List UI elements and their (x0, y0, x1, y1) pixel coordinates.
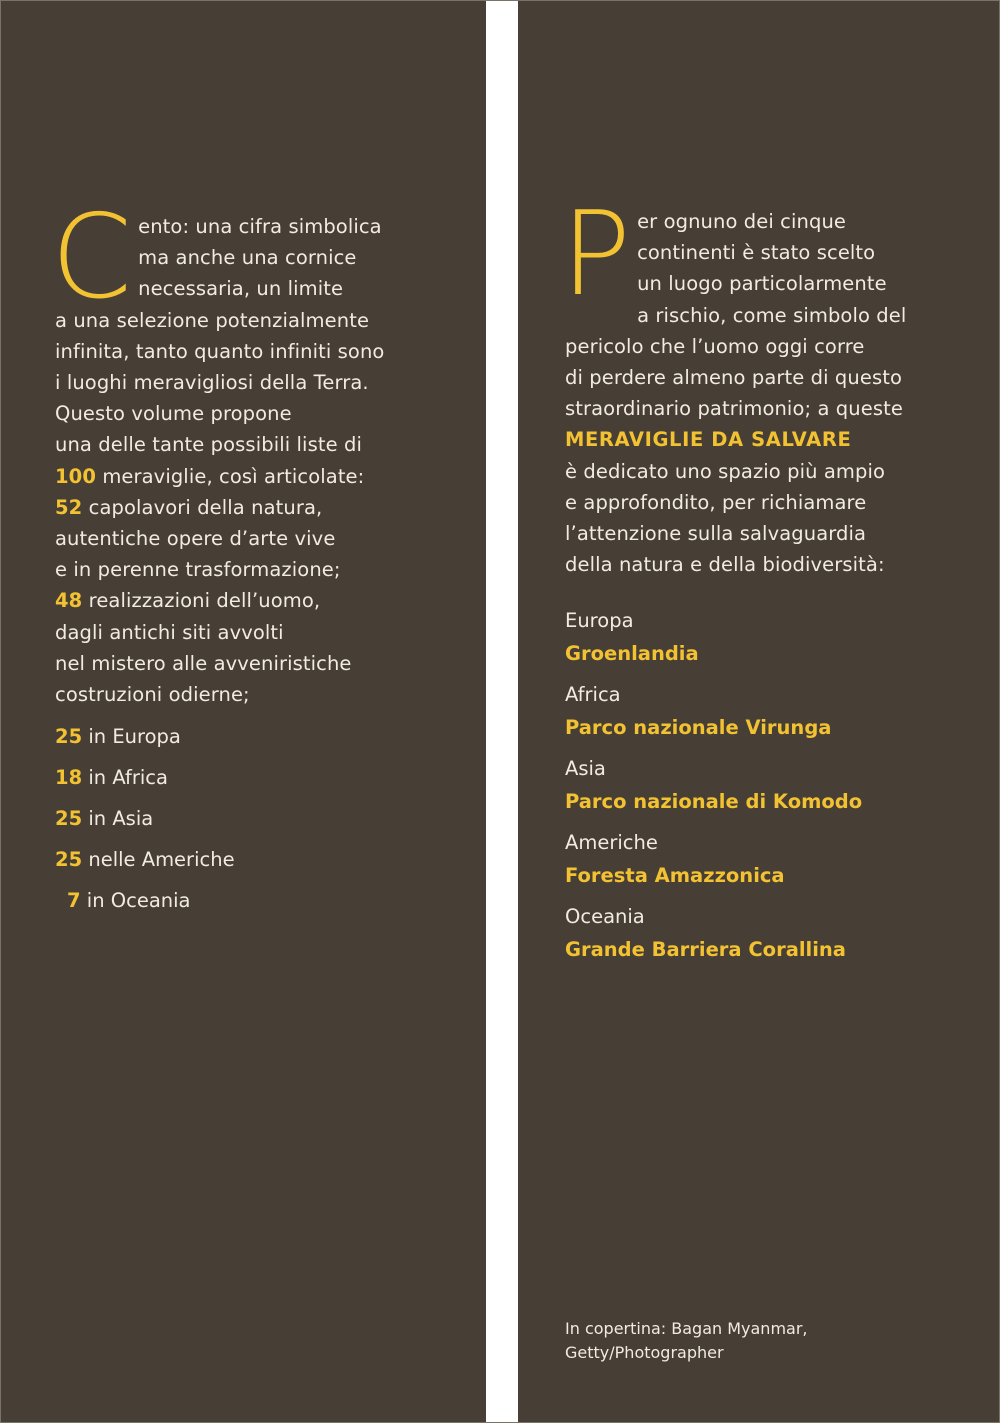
text-line: ento: una cifra simbolica (138, 215, 382, 238)
text-line: straordinario patrimonio; a queste (565, 397, 903, 421)
text-line: necessaria, un limite (138, 277, 344, 301)
count-highlight: 100 (55, 464, 97, 488)
text-line: a una selezione potenzialmente (55, 308, 370, 332)
count-text: realizzazioni dell’uomo, (82, 589, 321, 613)
cover-credit (565, 1317, 945, 1365)
endangered-intro-text (561, 187, 985, 580)
count-highlight: 52 (55, 495, 83, 519)
intro-text (51, 190, 475, 710)
text-line: Questo volume propone (55, 402, 292, 426)
stat-number: 18 (55, 766, 83, 789)
region-stats (55, 721, 455, 926)
text-line: autentiche opere d’arte vive (55, 527, 336, 551)
stat-row (55, 844, 455, 885)
dropcap-p: P (561, 187, 632, 322)
continent-label: Oceania (565, 905, 645, 928)
place-item (565, 902, 985, 976)
stat-row (55, 885, 455, 926)
place-item (565, 680, 985, 754)
stat-row (55, 803, 455, 844)
endangered-places-list (565, 606, 985, 976)
text-line: er ognuno dei cinque (637, 210, 847, 233)
dropcap-c: C (51, 190, 133, 325)
site-name: Parco nazionale Virunga (565, 716, 832, 739)
stat-number: 7 (67, 889, 81, 912)
text-line: costruzioni odierne; (55, 683, 250, 707)
highlight-heading: MERAVIGLIE DA SALVARE (565, 428, 852, 452)
text-line (55, 492, 475, 523)
stat-label: in Oceania (80, 889, 191, 912)
stat-label: in Europa (82, 725, 181, 748)
text-line: di perdere almeno parte di questo (565, 366, 902, 390)
stat-label: in Asia (82, 807, 154, 830)
continent-label: Asia (565, 757, 606, 780)
stat-number: 25 (55, 807, 83, 830)
count-highlight: 48 (55, 589, 83, 613)
text-line: un luogo particolarmente (637, 272, 887, 296)
stat-label: nelle Americhe (82, 848, 235, 871)
text-line: ma anche una cornice (138, 246, 357, 270)
count-text: meraviglie, così articolate: (96, 464, 365, 488)
text-line: i luoghi meravigliosi della Terra. (55, 371, 369, 395)
text-line: infinita, tanto quanto infiniti sono (55, 339, 385, 363)
center-gutter (486, 1, 518, 1422)
text-line: nel mistero alle avveniristiche (55, 651, 352, 675)
stat-number: 25 (55, 848, 83, 871)
stat-label: in Africa (82, 766, 168, 789)
place-item (565, 606, 985, 680)
credit-line: In copertina: Bagan Myanmar, (565, 1319, 808, 1338)
text-line: dagli antichi siti avvolti (55, 620, 284, 644)
stat-row (55, 721, 455, 762)
place-item (565, 828, 985, 902)
site-name: Groenlandia (565, 642, 699, 665)
text-line: e approfondito, per richiamare (565, 490, 867, 514)
text-line: continenti è stato scelto (637, 241, 876, 265)
site-name: Parco nazionale di Komodo (565, 790, 863, 813)
stat-row (55, 762, 455, 803)
count-text: capolavori della natura, (82, 495, 323, 519)
text-line: l’attenzione sulla salvaguardia (565, 522, 867, 546)
text-line: a rischio, come simbolo del (637, 303, 907, 327)
credit-line: Getty/Photographer (565, 1343, 724, 1362)
continent-label: Americhe (565, 831, 658, 854)
site-name: Grande Barriera Corallina (565, 938, 846, 961)
text-line: una delle tante possibili liste di (55, 433, 362, 457)
place-item (565, 754, 985, 828)
site-name: Foresta Amazzonica (565, 864, 785, 887)
text-line: è dedicato uno spazio più ampio (565, 459, 886, 483)
text-line (55, 585, 475, 616)
continent-label: Africa (565, 683, 621, 706)
stat-number: 25 (55, 725, 83, 748)
continent-label: Europa (565, 609, 634, 632)
text-line: della natura e della biodiversità: (565, 553, 885, 577)
text-line: pericolo che l’uomo oggi corre (565, 334, 865, 358)
text-line: e in perenne trasformazione; (55, 558, 341, 582)
text-line (55, 461, 475, 492)
